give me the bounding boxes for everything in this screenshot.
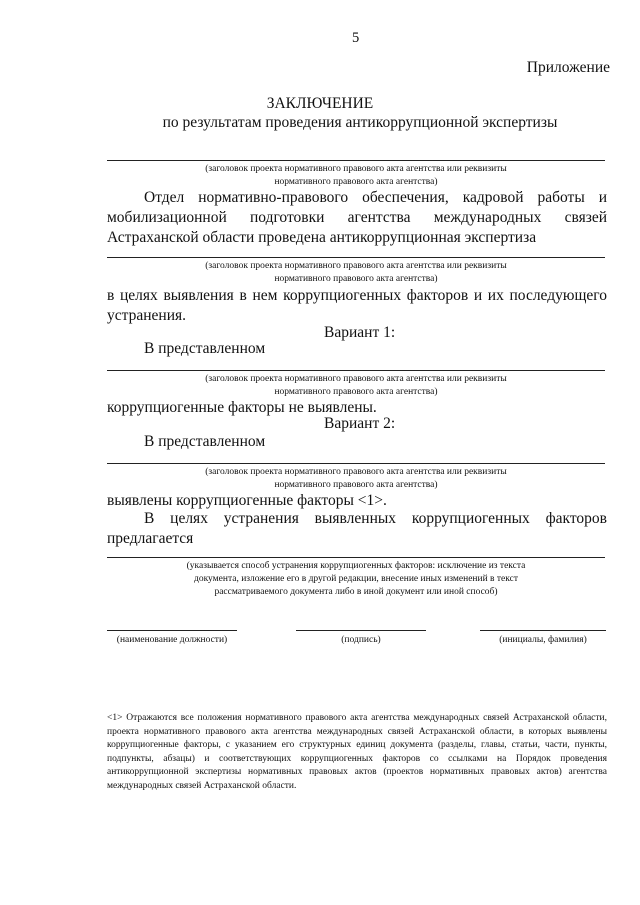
signature-caption: (подпись) [341, 635, 381, 645]
signature-position-line [107, 630, 237, 631]
variant-1-text: В представленном [144, 340, 266, 357]
appendix-label: Приложение [526, 59, 610, 76]
blank-line-1 [107, 160, 605, 161]
caption-2-line1: (заголовок проекта нормативного правового акта агентства или реквизиты [205, 261, 507, 271]
document-title: ЗАКЛЮЧЕНИЕ [266, 95, 374, 112]
caption-3-line2: нормативного правового акта агентства) [274, 387, 438, 397]
signature-name-line [480, 630, 606, 631]
signature-position-caption: (наименование должности) [116, 635, 228, 645]
paragraph-3-text: В целях устранения выявленных коррупциогенных факторов предлагается [107, 510, 607, 547]
blank-line-4 [107, 463, 605, 464]
paragraph-2-text: в целях выявления в нем коррупциогенных факторов и их последующего устранения. [107, 287, 607, 324]
caption-5-line2: документа, изложение его в другой редакции, внесение иных изменений в текст [193, 574, 519, 584]
caption-3-line1: (заголовок проекта нормативного правового акта агентства или реквизиты [205, 374, 507, 384]
caption-2-line2: нормативного правового акта агентства) [274, 274, 438, 284]
blank-line-3 [107, 370, 605, 371]
paragraph-3 [107, 509, 607, 549]
footnote-text: <1> Отражаются все положения нормативного правового акта агентства международных связей Астраханской области, проекта нормативного правового акта агентства международных связей Астраханской области, в которых выявлены коррупциогенные факторы, с указанием его структурных единиц документа (разделы, главы, статьи, части, пункты, подпункты, абзацы) и соответствующих коррупциогенных факторов со ссылками на Порядок проведения антикоррупционной экспертизы нормативных правовых актов (проектов нормативных правовых актов) агентства международных связей Астраханской области. [107, 713, 607, 791]
variant-2-result: выявлены коррупциогенные факторы <1>. [107, 492, 387, 509]
paragraph-1 [107, 188, 607, 248]
caption-5-line3: рассматриваемого документа либо в иной документ или иной способ) [214, 587, 498, 597]
variant-2-text: В представленном [144, 433, 266, 450]
signature-line [296, 630, 426, 631]
caption-1-line1: (заголовок проекта нормативного правового акта агентства или реквизиты [205, 164, 507, 174]
blank-line-2 [107, 257, 605, 258]
caption-4-line2: нормативного правового акта агентства) [274, 480, 438, 490]
variant-1-heading: Вариант 1: [324, 324, 396, 341]
variant-2-heading: Вариант 2: [324, 415, 396, 432]
signature-name-caption: (инициалы, фамилия) [499, 635, 587, 645]
caption-4-line1: (заголовок проекта нормативного правового акта агентства или реквизиты [205, 467, 507, 477]
document-subtitle: по результатам проведения антикоррупционной экспертизы [162, 114, 558, 131]
variant-1-result: коррупциогенные факторы не выявлены. [107, 399, 377, 416]
paragraph-1-text: Отдел нормативно-правового обеспечения, кадровой работы и мобилизационной подготовки агентства международных связей Астраханской области проведена антикоррупционная экспертиза [107, 189, 607, 246]
page-number: 5 [352, 30, 360, 46]
caption-5-line1: (указывается способ устранения коррупциогенных факторов: исключение из текста [186, 561, 526, 571]
footnote [107, 712, 607, 793]
caption-1-line2: нормативного правового акта агентства) [274, 177, 438, 187]
paragraph-2 [107, 286, 607, 326]
blank-line-5 [107, 557, 605, 558]
